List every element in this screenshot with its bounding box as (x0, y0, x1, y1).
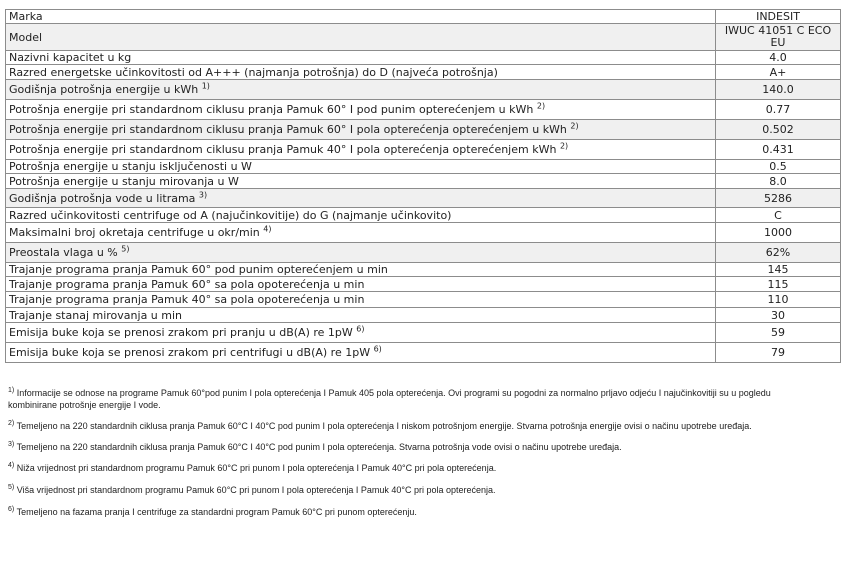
row-value: 140.0 (716, 80, 841, 100)
row-label-text: Razred energetske učinkovitosti od A+++ (najmanja potrošnja) do D (najveća potrošnja) (9, 65, 498, 79)
row-label (6, 174, 716, 189)
footnote-text: Temeljeno na fazama pranja I centrifuge za standardni program Pamuk 60°C pri punom opterećenju. (16, 507, 417, 517)
row-label (6, 292, 716, 308)
table-row (6, 80, 841, 100)
row-label-text: Potrošnja energije pri standardnom ciklusu pranja Pamuk 60° I pod punim opterećenjem u kWh (9, 103, 534, 116)
table-row (6, 65, 841, 80)
footnote-ref: 1) (201, 81, 210, 91)
footnote-text: Temeljeno na 220 standardnih ciklusa pranja Pamuk 60°C I 40°C pod punim I pola opterećenja. Stvarna potrošnja vode ovisi o načinu upotrebe uređaja. (16, 442, 622, 452)
footnote (8, 387, 808, 411)
table-row (6, 292, 841, 308)
row-label (6, 263, 716, 277)
row-label-text: Godišnja potrošnja energije u kWh (9, 83, 199, 96)
table-row (6, 51, 841, 65)
row-label (6, 24, 716, 51)
row-value: 5286 (716, 189, 841, 208)
table-row (6, 24, 841, 51)
row-value: 79 (716, 343, 841, 363)
row-label (6, 343, 716, 363)
table-row (6, 308, 841, 323)
footnote-mark: 6) (8, 506, 15, 513)
footnote-mark: 3) (8, 441, 15, 448)
row-value: 1000 (716, 223, 841, 243)
footnote (8, 462, 808, 474)
row-label-text: Preostala vlaga u % (9, 246, 118, 259)
footnote-text: Viša vrijednost pri standardnom programu Pamuk 60°C pri punom I pola opterećenja I Pamuk 40°C pri pola opterećenja. (16, 485, 496, 495)
footnote-ref: 3) (198, 189, 208, 199)
row-label-text: Potrošnja energije u stanju isključenosti u W (9, 160, 252, 173)
table-row (6, 343, 841, 363)
row-label-text: Potrošnja energije u stanju mirovanja u W (9, 174, 239, 188)
table-row (6, 243, 841, 263)
footnote-ref: 2) (559, 141, 569, 151)
row-label-text: Maksimalni broj okretaja centrifuge u okr/min (9, 226, 260, 239)
row-value: 30 (716, 308, 841, 323)
footnote-ref: 2) (570, 121, 579, 131)
table-row (6, 323, 841, 343)
table-row (6, 208, 841, 223)
row-label (6, 189, 716, 208)
table-row (6, 277, 841, 292)
row-label (6, 140, 716, 160)
table-row (6, 100, 841, 120)
footnote (8, 484, 808, 496)
footnote (8, 506, 808, 518)
footnotes (8, 387, 808, 518)
row-label-text: Razred učinkovitosti centrifuge od A (najučinkovitije) do G (najmanje učinkovito) (9, 208, 452, 222)
row-label (6, 120, 716, 140)
row-label (6, 65, 716, 80)
footnote-ref: 6) (356, 324, 365, 334)
row-value: C (716, 208, 841, 223)
row-label-text: Marka (9, 10, 43, 23)
row-label (6, 277, 716, 292)
row-label (6, 51, 716, 65)
row-label (6, 10, 716, 24)
row-value: INDESIT (716, 10, 841, 24)
row-label (6, 223, 716, 243)
row-value: 4.0 (716, 51, 841, 65)
row-value: 145 (716, 263, 841, 277)
table-row (6, 120, 841, 140)
footnote-mark: 2) (8, 420, 15, 427)
footnote (8, 441, 808, 453)
row-value: 8.0 (716, 174, 841, 189)
footnote-text: Niža vrijednost pri standardnom programu Pamuk 60°C pri punom I pola opterećenja I Pamuk 40°C pri pola opterećenja. (16, 463, 497, 473)
row-label-text: Trajanje stanaj mirovanja u min (9, 308, 183, 322)
row-value: 0.5 (716, 160, 841, 174)
table-row (6, 189, 841, 208)
row-label-text: Emisija buke koja se prenosi zrakom pri centrifugi u dB(A) re 1pW (9, 346, 371, 359)
row-label (6, 208, 716, 223)
row-label (6, 308, 716, 323)
row-value: 115 (716, 277, 841, 292)
row-value: 0.431 (716, 140, 841, 160)
row-value: 0.502 (716, 120, 841, 140)
row-label-text: Potrošnja energije pri standardnom ciklusu pranja Pamuk 60° I pola opterećenja opterećenjem u kWh (9, 123, 567, 136)
spec-table (5, 9, 841, 363)
row-label-text: Nazivni kapacitet u kg (9, 51, 132, 64)
footnote-ref: 5) (121, 244, 130, 254)
table-row (6, 140, 841, 160)
row-label (6, 243, 716, 263)
row-value: 0.77 (716, 100, 841, 120)
table-row (6, 263, 841, 277)
row-value: 62% (716, 243, 841, 263)
footnote (8, 420, 808, 432)
row-label-text: Model (9, 30, 43, 44)
spec-table-body (6, 10, 841, 363)
row-label-text: Potrošnja energije pri standardnom ciklusu pranja Pamuk 40° I pola opterećenja opterećenjem kWh (9, 143, 557, 156)
table-row (6, 223, 841, 243)
row-value: 110 (716, 292, 841, 308)
row-value: IWUC 41051 C ECO EU (716, 24, 841, 51)
row-label-text: Trajanje programa pranja Pamuk 60° sa pola opoterećenja u min (9, 277, 365, 291)
row-label-text: Godišnja potrošnja vode u litrama (9, 191, 196, 205)
footnote-mark: 4) (8, 462, 15, 469)
row-value: A+ (716, 65, 841, 80)
row-label-text: Trajanje programa pranja Pamuk 60° pod punim opterećenjem u min (9, 263, 388, 276)
row-label-text: Trajanje programa pranja Pamuk 40° sa pola opoterećenja u min (9, 293, 365, 306)
footnote-mark: 5) (8, 484, 15, 491)
row-label (6, 160, 716, 174)
footnote-ref: 6) (373, 344, 382, 354)
footnote-ref: 2) (536, 101, 546, 111)
table-row (6, 160, 841, 174)
row-label (6, 100, 716, 120)
footnote-ref: 4) (263, 224, 272, 234)
row-value: 59 (716, 323, 841, 343)
table-row (6, 10, 841, 24)
row-label (6, 323, 716, 343)
footnote-mark: 1) (8, 387, 15, 394)
row-label-text: Emisija buke koja se prenosi zrakom pri pranju u dB(A) re 1pW (9, 326, 353, 339)
table-row (6, 174, 841, 189)
footnote-text: Informacije se odnose na programe Pamuk 60°pod punim I pola opterećenja I Pamuk 405 pola opterećenja. Ovi programi su pogodni za normalno prljavo odjeću I najučinkovitiji su u pogledu kombinirane potrošnje energije I vode. (8, 388, 771, 410)
row-label (6, 80, 716, 100)
footnote-text: Temeljeno na 220 standardnih ciklusa pranja Pamuk 60°C I 40°C pod punim I pola opterećenja I niskom potrošnjom energije. Stvarna potrošnja energije ovisi o načinu upotrebe uređaja. (16, 421, 752, 431)
